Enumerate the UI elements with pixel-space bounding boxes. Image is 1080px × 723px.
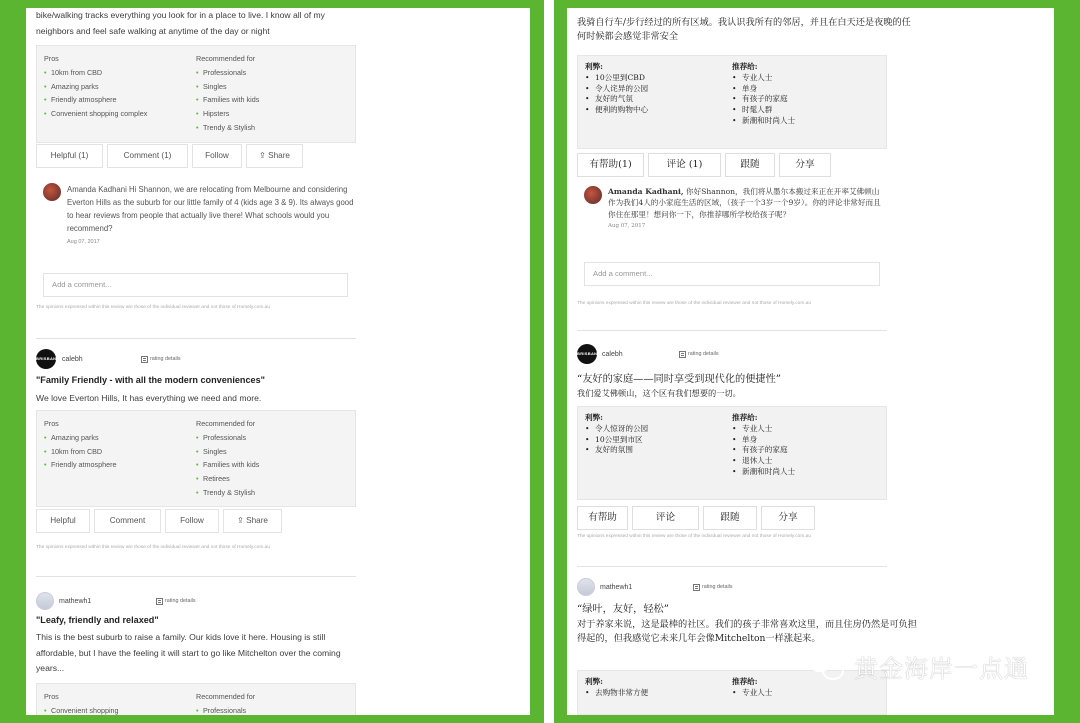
pro-item: • Amazing parks bbox=[44, 431, 196, 445]
disclaimer-text: The opinions expressed within this review are those of the individual reviewer and not those of Homely.com.au bbox=[36, 305, 271, 310]
review-title: “友好的家庭——同时享受到现代化的便捷性” bbox=[577, 374, 781, 385]
divider bbox=[36, 338, 356, 339]
review-body: 对于养家来说，这是最棒的社区。我们的孩子非常喜欢这里，而且住房仍然是可负担得起的，但我感觉它未来几年会像Mitchelton一样涨起来。 bbox=[577, 619, 917, 644]
pros-recommended-box bbox=[36, 410, 356, 507]
share-button[interactable] bbox=[223, 509, 282, 533]
comment-button[interactable]: 评论 bbox=[632, 506, 699, 530]
rec-item: • Professionals bbox=[196, 66, 348, 80]
recommended-label: 推荐给: bbox=[732, 413, 758, 422]
watermark-text: 黄金海岸一点通 bbox=[854, 655, 1029, 683]
chinese-review-panel bbox=[567, 8, 1054, 715]
rec-item: • 新潮和时尚人士 bbox=[732, 116, 879, 127]
add-comment-input[interactable]: Add a comment... bbox=[584, 262, 880, 286]
comment-author: Amanda Kadhani, bbox=[608, 187, 684, 196]
recommended-label: Recommended for bbox=[196, 692, 256, 701]
reviewer-name[interactable]: calebh bbox=[602, 350, 623, 358]
comment-text: Hi Shannon, we are relocating from Melbourne and considering Everton Hills as the suburb for our little family of 4 (kids age 3 & 9). Its always good to hear reviews from people that actually live there! What schools would you recommend? bbox=[67, 185, 354, 233]
avatar bbox=[584, 186, 602, 204]
reviewer-name[interactable]: calebh bbox=[62, 355, 83, 363]
reviewer-name[interactable]: mathewh1 bbox=[59, 597, 92, 605]
review-intro-text: bike/walking tracks everything you look for in a place to live. I know all of my neighbors and feel safe walking at anytime of the day or night bbox=[36, 10, 325, 36]
pro-item: • 10km from CBD bbox=[44, 66, 196, 80]
avatar[interactable] bbox=[36, 592, 54, 610]
rec-item: • 退休人士 bbox=[732, 456, 879, 467]
follow-button[interactable]: Follow bbox=[165, 509, 219, 533]
comment-author: Amanda Kadhani bbox=[67, 185, 127, 194]
share-button[interactable] bbox=[246, 144, 303, 168]
pro-item: • 10公里到CBD bbox=[585, 73, 732, 84]
pros-column bbox=[44, 417, 196, 500]
helpful-button[interactable]: 有帮助 bbox=[577, 506, 628, 530]
review-actions bbox=[577, 153, 887, 177]
comment-body bbox=[608, 186, 883, 233]
share-icon: ⇪ bbox=[258, 151, 266, 160]
pros-column bbox=[585, 413, 732, 493]
rec-item: • 专业人士 bbox=[732, 73, 879, 84]
pro-item: • 10公里到市区 bbox=[585, 435, 732, 446]
avatar[interactable] bbox=[577, 578, 595, 596]
rating-icon bbox=[156, 598, 163, 605]
comment-button[interactable]: Comment (1) bbox=[107, 144, 188, 168]
helpful-button[interactable]: Helpful (1) bbox=[36, 144, 103, 168]
share-icon: ⇪ bbox=[236, 516, 244, 525]
rec-item: • 有孩子的家庭 bbox=[732, 445, 879, 456]
reviewer-row bbox=[577, 344, 887, 364]
share-label: Share bbox=[246, 516, 268, 525]
review-actions bbox=[36, 144, 356, 168]
recommended-column bbox=[196, 52, 348, 136]
pro-item: • 便利的购物中心 bbox=[585, 105, 732, 116]
recommended-label: Recommended for bbox=[196, 54, 256, 63]
share-button[interactable]: 分享 bbox=[779, 153, 831, 177]
rec-item: • 单身 bbox=[732, 435, 879, 446]
rec-item: • Retirees bbox=[196, 472, 348, 486]
pros-column bbox=[44, 690, 196, 715]
rating-details-link[interactable] bbox=[693, 584, 733, 591]
helpful-button[interactable]: Helpful bbox=[36, 509, 90, 533]
pro-item: • 去购物非常方便 bbox=[585, 688, 732, 699]
avatar bbox=[43, 183, 61, 201]
recommended-label: 推荐给: bbox=[732, 62, 758, 71]
pros-label: 利弊: bbox=[585, 677, 603, 686]
pros-column bbox=[44, 52, 196, 136]
pros-label: 利弊: bbox=[585, 413, 603, 422]
pro-item: • Amazing parks bbox=[44, 80, 196, 94]
divider bbox=[577, 330, 887, 331]
divider bbox=[36, 576, 356, 577]
rating-icon bbox=[693, 584, 700, 591]
review-intro-text: 我骑自行车/步行经过的所有区域。我认识我所有的邻居，并且在白天还是夜晚的任何时候都会感觉非常安全 bbox=[577, 17, 911, 42]
rec-item: • 专业人士 bbox=[732, 688, 879, 699]
pro-item: • 令人诧异的公园 bbox=[585, 84, 732, 95]
pro-item: • Friendly atmosphere bbox=[44, 458, 196, 472]
review-actions bbox=[577, 506, 887, 530]
pro-item: • Friendly atmosphere bbox=[44, 93, 196, 107]
rec-item: • Professionals bbox=[196, 431, 348, 445]
recommended-column bbox=[732, 413, 879, 493]
pros-label: Pros bbox=[44, 419, 59, 428]
rating-details-label: rating details bbox=[702, 584, 733, 590]
rating-icon bbox=[141, 356, 148, 363]
pros-recommended-box bbox=[577, 406, 887, 500]
rec-item: • Families with kids bbox=[196, 93, 348, 107]
rating-details-label: rating details bbox=[688, 351, 719, 357]
pros-recommended-box bbox=[36, 45, 356, 143]
rec-item: • Singles bbox=[196, 80, 348, 94]
share-label: Share bbox=[268, 151, 290, 160]
review-title: "Family Friendly - with all the modern conveniences" bbox=[36, 375, 265, 385]
english-review-panel bbox=[26, 8, 530, 715]
review-body: 我们爱艾佛顿山，这个区有我们想要的一切。 bbox=[577, 388, 741, 398]
rec-item: • 新潮和时尚人士 bbox=[732, 467, 879, 478]
disclaimer-text: The opinions expressed within this review are those of the individual reviewer and not those of Homely.com.au bbox=[36, 545, 271, 550]
rec-item: • 专业人士 bbox=[732, 424, 879, 435]
rating-details-link[interactable] bbox=[141, 356, 181, 363]
pros-recommended-box bbox=[577, 55, 887, 149]
pro-item: • 10km from CBD bbox=[44, 445, 196, 459]
comment-button[interactable]: Comment bbox=[94, 509, 161, 533]
comment-thread bbox=[577, 186, 887, 233]
helpful-button[interactable]: 有帮助(1) bbox=[577, 153, 644, 177]
wechat-watermark bbox=[808, 648, 1029, 684]
pros-label: 利弊: bbox=[585, 62, 603, 71]
disclaimer-text: The opinions expressed within this review are those of the individual reviewer and not those of Homely.com.au bbox=[577, 301, 812, 306]
reviewer-row bbox=[577, 578, 887, 596]
pros-label: Pros bbox=[44, 54, 59, 63]
rating-details-link[interactable] bbox=[156, 598, 196, 605]
avatar[interactable]: BRISBANE bbox=[36, 349, 56, 369]
rating-icon bbox=[679, 351, 686, 358]
pro-item: • Convenient shopping bbox=[44, 704, 196, 715]
rec-item: • 单身 bbox=[732, 84, 879, 95]
add-comment-input[interactable]: Add a comment... bbox=[43, 273, 348, 297]
follow-button[interactable]: Follow bbox=[192, 144, 242, 168]
follow-button[interactable]: 跟随 bbox=[725, 153, 775, 177]
pros-recommended-box bbox=[36, 683, 356, 715]
recommended-label: Recommended for bbox=[196, 419, 256, 428]
recommended-label: 推荐给: bbox=[732, 677, 758, 686]
rec-item: • Hipsters bbox=[196, 107, 348, 121]
rec-item: • Families with kids bbox=[196, 458, 348, 472]
comment-date: Aug 07, 2017 bbox=[67, 239, 100, 245]
reviewer-name[interactable]: mathewh1 bbox=[600, 583, 633, 591]
review-body: We love Everton Hills, It has everything we need and more. bbox=[36, 393, 262, 403]
pros-label: Pros bbox=[44, 692, 59, 701]
recommended-column bbox=[196, 417, 348, 500]
wechat-icon bbox=[808, 648, 848, 684]
follow-button[interactable]: 跟随 bbox=[703, 506, 757, 530]
disclaimer-text: The opinions expressed within this review are those of the individual reviewer and not those of Homely.com.au bbox=[577, 534, 812, 539]
comment-body bbox=[67, 183, 356, 249]
recommended-column bbox=[732, 62, 879, 142]
comment-thread bbox=[36, 183, 356, 249]
rec-item: • 有孩子的家庭 bbox=[732, 94, 879, 105]
review-body: This is the best suburb to raise a family. Our kids love it here. Housing is still affordable, but I have the feeling it will start to go like Mitchelton over the coming years... bbox=[36, 632, 341, 674]
rec-item: • Trendy & Stylish bbox=[196, 121, 348, 135]
panel-divider bbox=[544, 0, 554, 723]
rating-details-label: rating details bbox=[150, 356, 181, 362]
recommended-column bbox=[196, 690, 348, 715]
rec-item: • Singles bbox=[196, 445, 348, 459]
pro-item: • 令人惊讶的公园 bbox=[585, 424, 732, 435]
comment-button[interactable]: 评论 (1) bbox=[648, 153, 721, 177]
rating-details-label: rating details bbox=[165, 598, 196, 604]
comment-date: Aug 07, 2017 bbox=[608, 223, 646, 230]
review-title: “绿叶，友好，轻松” bbox=[577, 604, 669, 615]
avatar[interactable]: BRISBANE bbox=[577, 344, 597, 364]
review-actions bbox=[36, 509, 356, 533]
comment-text: 你好Shannon，我们将从墨尔本搬过来正在开率艾佛顿山作为我们4人的小家庭生活的区域，（孩子一个3岁一个9岁）。你的评论非常好而且你住在那里！想问你一下，你推荐哪所学校给孩子呢？ bbox=[608, 187, 881, 219]
share-button[interactable]: 分享 bbox=[761, 506, 815, 530]
pros-column bbox=[585, 62, 732, 142]
pro-item: • Convenient shopping complex bbox=[44, 107, 196, 121]
divider bbox=[577, 566, 887, 567]
reviewer-row bbox=[36, 592, 356, 610]
pro-item: • 友好的气氛 bbox=[585, 94, 732, 105]
pros-column bbox=[585, 677, 732, 708]
rec-item: • Trendy & Stylish bbox=[196, 486, 348, 500]
review-title: "Leafy, friendly and relaxed" bbox=[36, 615, 159, 625]
rec-item: • Professionals bbox=[196, 704, 348, 715]
pro-item: • 友好的氛围 bbox=[585, 445, 732, 456]
reviewer-row bbox=[36, 349, 356, 369]
rec-item: • 时髦人群 bbox=[732, 105, 879, 116]
rating-details-link[interactable] bbox=[679, 351, 719, 358]
